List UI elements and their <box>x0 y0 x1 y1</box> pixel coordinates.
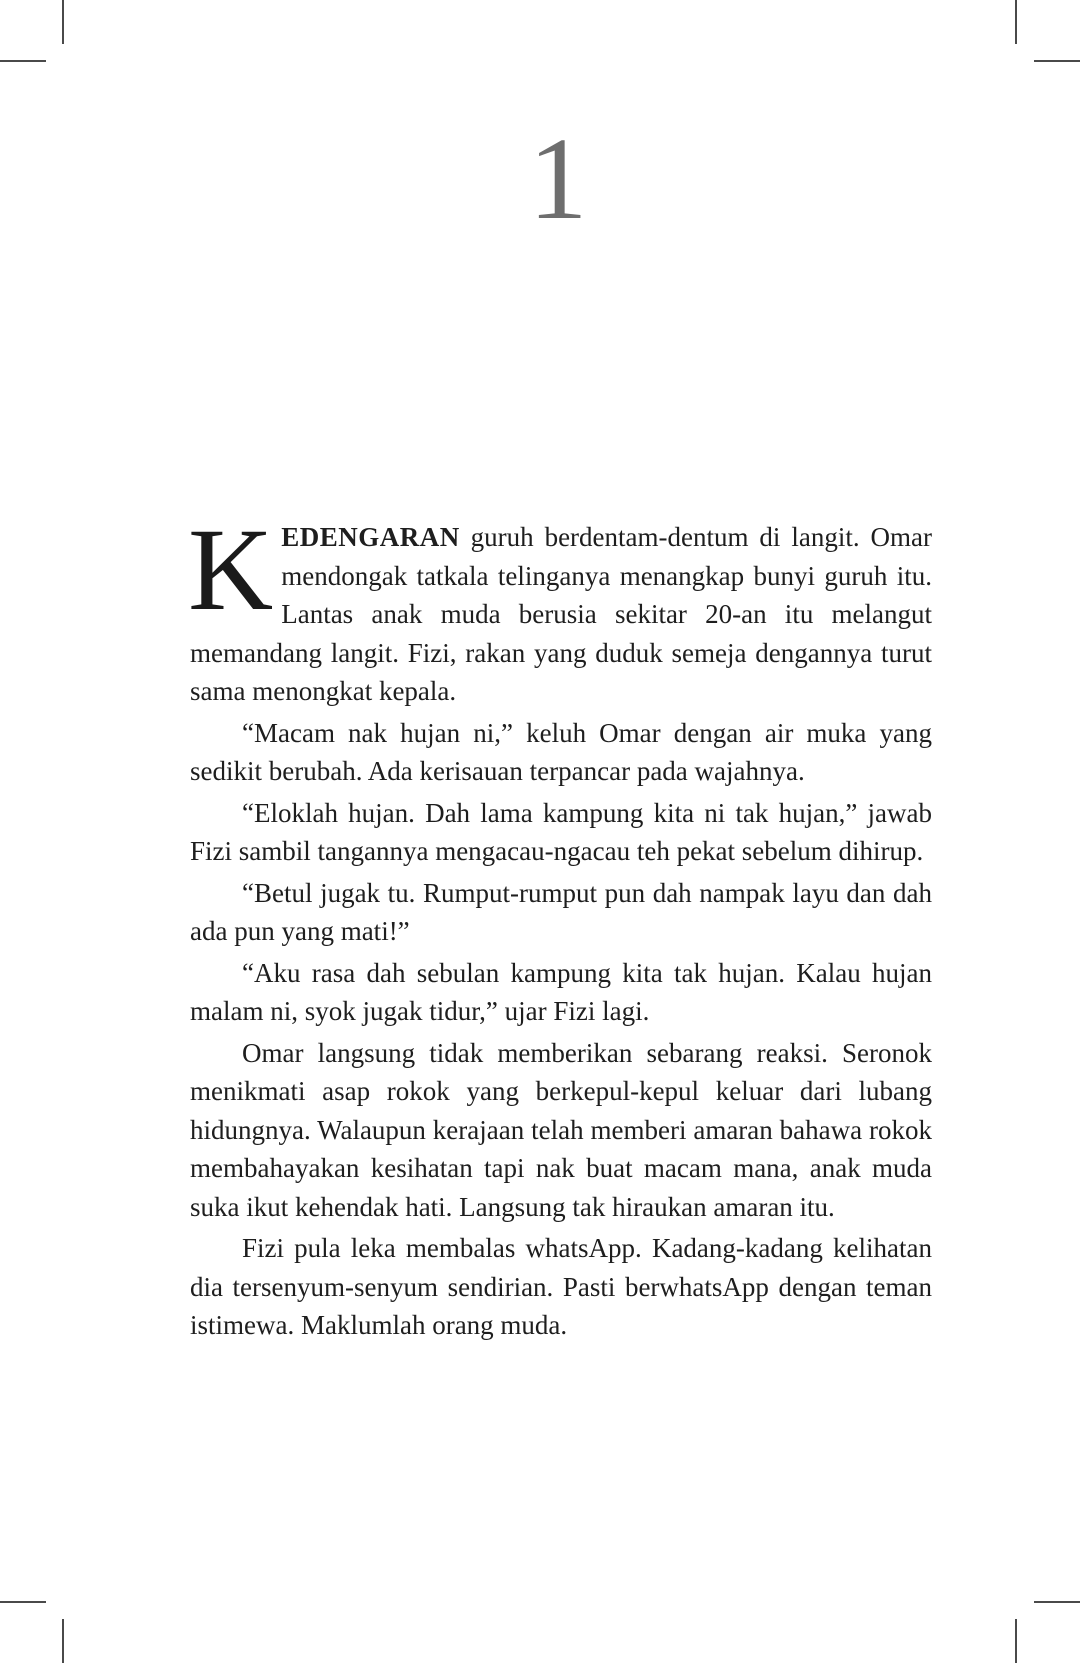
crop-mark-bottom-left-horizontal <box>0 1601 46 1603</box>
lead-word: EDENGARAN <box>281 522 460 552</box>
paragraph: “Betul jugak tu. Rumput-rumput pun dah nampak layu dan dah ada pun yang mati!” <box>190 877 932 946</box>
crop-mark-top-right-vertical <box>1015 0 1017 44</box>
crop-mark-bottom-left-vertical <box>62 1619 64 1663</box>
paragraph: “Aku rasa dah sebulan kampung kita tak hujan. Kalau hujan malam ni, syok jugak tidur,” ujar Fizi lagi. <box>190 957 932 1026</box>
crop-mark-top-left-vertical <box>62 0 64 44</box>
chapter-number: 1 <box>528 113 588 244</box>
opening-text: guruh berdentam-dentum di langit. Omar mendongak tatkala telinganya menangkap bunyi guruh itu. Lantas anak muda berusia sekitar 20-an itu melangut memandang langit. Fizi, rakan yang duduk semeja dengannya turut sama menongkat kepala. <box>190 522 932 706</box>
crop-mark-top-left-horizontal <box>0 60 46 62</box>
paragraph: Omar langsung tidak memberikan sebarang reaksi. Seronok menikmati asap rokok yang berkepul-kepul keluar dari lubang hidungnya. Walaupun kerajaan telah memberi amaran bahawa rokok membahayakan kesihatan tapi nak buat macam mana, anak muda suka ikut kehendak hati. Langsung tak hiraukan amaran itu. <box>190 1037 932 1222</box>
crop-mark-bottom-right-vertical <box>1015 1619 1017 1663</box>
crop-mark-top-right-horizontal <box>1034 60 1080 62</box>
paragraph: “Eloklah hujan. Dah lama kampung kita ni tak hujan,” jawab Fizi sambil tangannya mengacau-ngacau teh pekat sebelum dihirup. <box>190 797 932 866</box>
opening-paragraph <box>188 504 932 711</box>
crop-mark-bottom-right-horizontal <box>1034 1601 1080 1603</box>
drop-cap: K <box>188 504 274 635</box>
paragraph: Fizi pula leka membalas whatsApp. Kadang-kadang kelihatan dia tersenyum-senyum sendirian. Pasti berwhatsApp dengan teman istimewa. Maklumlah orang muda. <box>190 1233 932 1340</box>
paragraph: “Macam nak hujan ni,” keluh Omar dengan air muka yang sedikit berubah. Ada kerisauan terpancar pada wajahnya. <box>190 717 932 786</box>
chapter-body <box>188 504 932 1348</box>
